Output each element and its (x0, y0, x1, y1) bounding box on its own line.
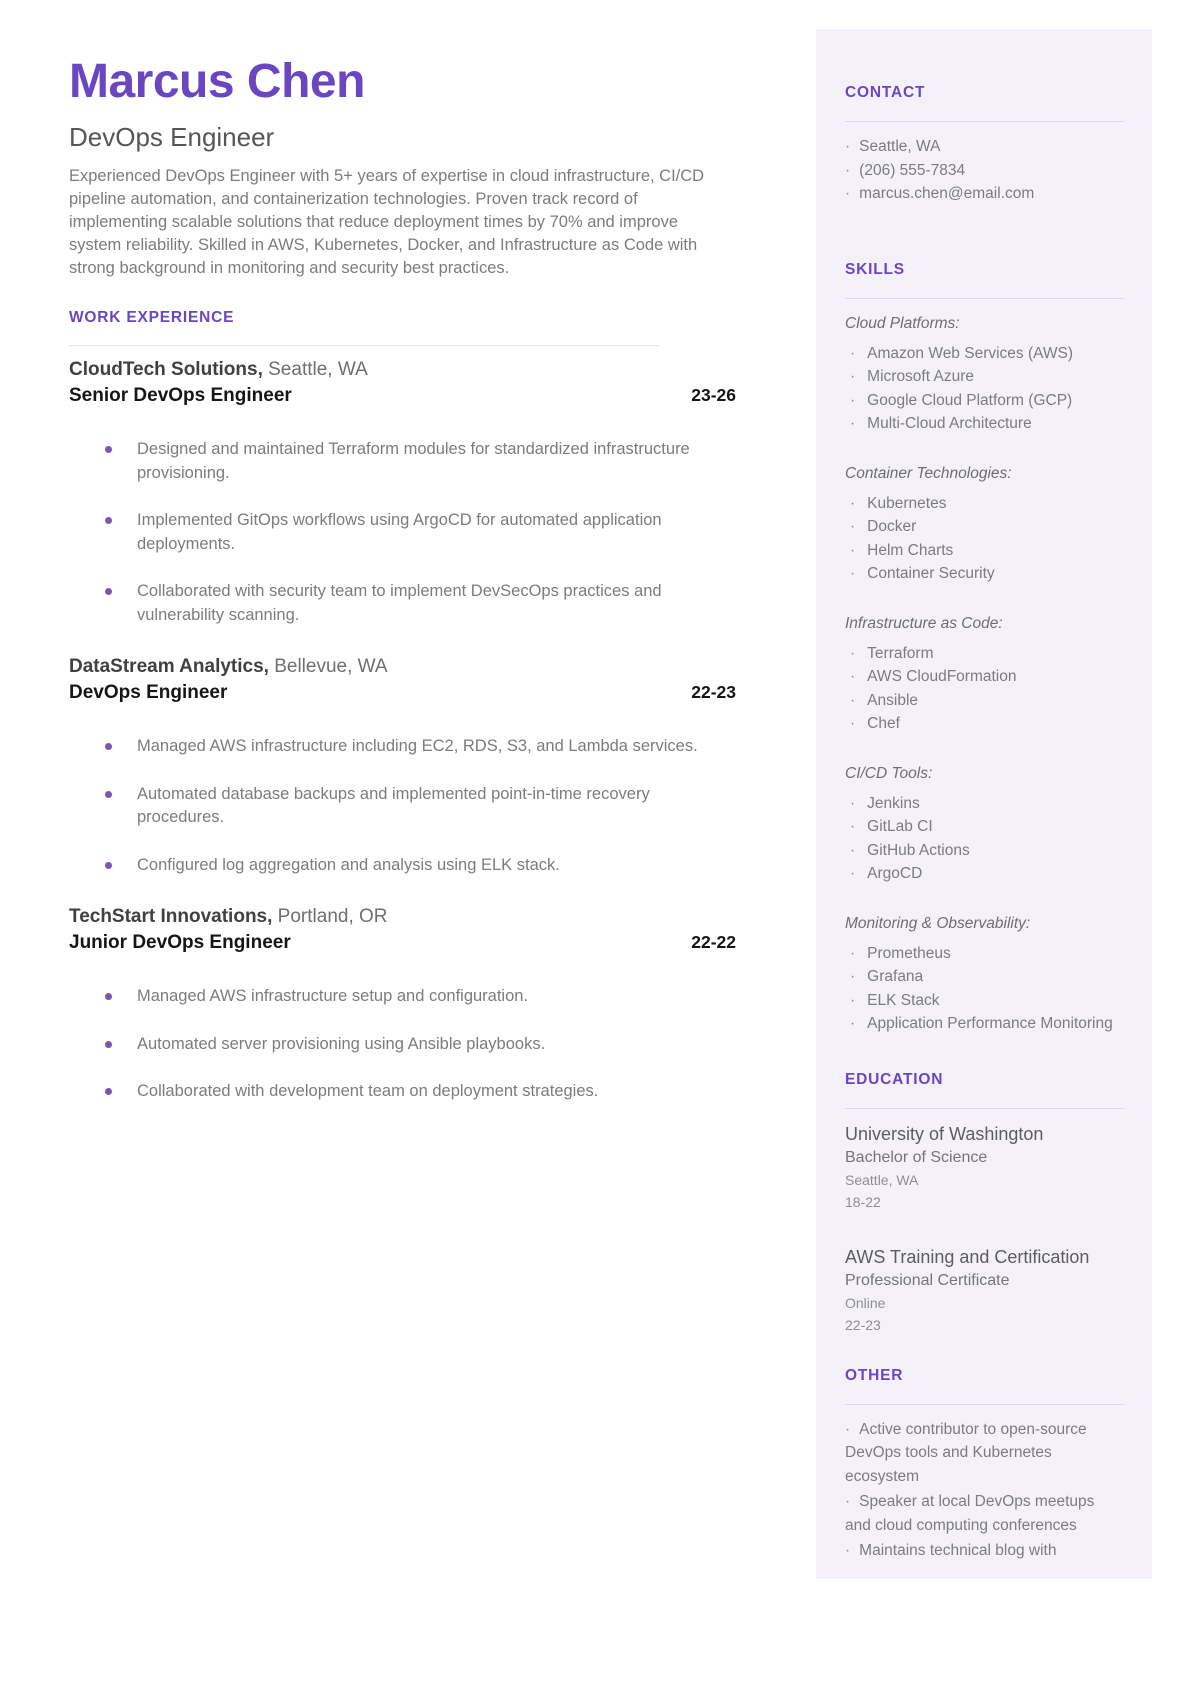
skills-groups (845, 312, 1124, 1036)
section-divider (845, 1108, 1124, 1109)
bullet-icon: · (850, 415, 856, 432)
company-location: Bellevue, WA (268, 656, 388, 677)
list-item: · Ansible (850, 691, 919, 709)
company-location: Portland, OR (272, 906, 388, 927)
list-item: · Container Security (850, 565, 995, 582)
other-list (845, 1418, 1124, 1563)
other-heading: OTHER (845, 1366, 904, 1384)
list-item: · Prometheus (850, 944, 951, 962)
bullet-icon: · (850, 518, 856, 535)
education-dates: 18-22 (845, 1193, 881, 1210)
job-list (69, 358, 736, 1104)
bullet-icon: · (850, 865, 856, 882)
job-dates: 23-26 (691, 385, 736, 405)
education-section (845, 1070, 1124, 1336)
company-name: DataStream Analytics, (69, 656, 269, 677)
bullet-icon: · (850, 944, 856, 962)
professional-title: DevOps Engineer (69, 122, 275, 152)
job-title: Junior DevOps Engineer (69, 932, 291, 953)
job-title-row (69, 681, 736, 704)
job-bullet: Collaborated with development team on deployment strategies. (69, 1080, 736, 1104)
contact-section (845, 83, 1124, 206)
skill-items (845, 492, 1124, 586)
sidebar-panel (816, 29, 1152, 1579)
list-item: · Microsoft Azure (850, 368, 974, 385)
list-item: · Multi-Cloud Architecture (850, 415, 1032, 432)
bullet-icon: · (850, 368, 856, 385)
skill-category-label: CI/CD Tools: (845, 764, 933, 782)
skill-items (845, 642, 1124, 736)
job-company-line (69, 905, 736, 928)
list-item: · Grafana (850, 968, 924, 985)
job-bullet: Collaborated with security team to implement DevSecOps practices and vulnerability scanning. (69, 580, 736, 627)
skill-group (845, 612, 1124, 736)
skill-items (845, 942, 1124, 1036)
job-entry (69, 905, 736, 1104)
bullet-icon: · (850, 391, 856, 409)
skill-category-label: Infrastructure as Code: (845, 614, 1003, 632)
bullet-icon: · (850, 541, 856, 559)
bullet-icon: · (850, 1015, 856, 1032)
school-name: AWS Training and Certification (845, 1246, 1090, 1267)
job-title: Senior DevOps Engineer (69, 385, 292, 406)
list-item: · (206) 555-7834 (845, 161, 966, 179)
bullet-icon: · (845, 1420, 851, 1438)
section-divider (69, 345, 659, 346)
job-bullet: Automated database backups and implemented point-in-time recovery procedures. (69, 783, 736, 830)
section-divider (845, 1404, 1124, 1405)
bullet-icon: · (850, 794, 856, 812)
skill-items (845, 792, 1124, 886)
list-item: · Active contributor to open-source DevOps tools and Kubernetes ecosystem (845, 1420, 1087, 1485)
bullet-icon: · (850, 818, 856, 835)
list-item: · Kubernetes (850, 494, 947, 512)
contact-list (845, 135, 1124, 206)
job-title-row (69, 931, 736, 954)
bullet-icon: · (845, 138, 851, 155)
education-entry (845, 1245, 1124, 1336)
summary-paragraph: Experienced DevOps Engineer with 5+ years of expertise in cloud infrastructure, CI/CD pipeline automation, and containerization technologies. Proven track record of implementing scalable solutions that reduce deployment times by 70% and improve system reliability. Skilled in AWS, Kubernetes, Docker, and Infrastructure as Code with strong background in monitoring and security best practices. (69, 167, 705, 277)
job-title-row (69, 384, 736, 407)
bullet-icon: · (850, 841, 856, 859)
education-heading: EDUCATION (845, 1070, 944, 1088)
list-item: · Helm Charts (850, 541, 954, 559)
company-name: TechStart Innovations, (69, 906, 273, 927)
education-location: Online (845, 1294, 886, 1311)
bullet-icon: · (850, 968, 856, 985)
work-experience-heading: WORK EXPERIENCE (69, 309, 235, 326)
skill-items (845, 342, 1124, 436)
education-dates: 22-23 (845, 1316, 881, 1333)
bullet-icon: · (845, 1493, 851, 1510)
job-bullet: Automated server provisioning using Ansible playbooks. (69, 1033, 736, 1057)
list-item: · Docker (850, 518, 917, 535)
job-bullet: Implemented GitOps workflows using ArgoCD for automated application deployments. (69, 509, 736, 556)
skill-category-label: Container Technologies: (845, 464, 1012, 482)
bullet-icon: · (850, 644, 856, 662)
skill-group (845, 312, 1124, 436)
contact-heading: CONTACT (845, 84, 926, 101)
list-item: · Amazon Web Services (AWS) (850, 344, 1074, 362)
list-item: · GitLab CI (850, 818, 933, 835)
job-entry (69, 358, 736, 627)
job-bullet-list (69, 735, 736, 877)
list-item: · Chef (850, 715, 900, 732)
skill-group (845, 462, 1124, 586)
school-name: University of Washington (845, 1123, 1044, 1144)
list-item: · Speaker at local DevOps meetups and cloud computing conferences (845, 1493, 1095, 1534)
section-divider (845, 121, 1124, 122)
bullet-icon: · (845, 161, 851, 179)
list-item: · Maintains technical blog with (845, 1542, 1057, 1559)
list-item: · ArgoCD (850, 865, 923, 882)
list-item: · Seattle, WA (845, 138, 941, 155)
list-item: · AWS CloudFormation (850, 668, 1017, 685)
job-dates: 22-22 (691, 932, 736, 952)
list-item: · Jenkins (850, 794, 920, 812)
skills-section (845, 260, 1124, 1036)
bullet-icon: · (850, 668, 856, 685)
list-item: · marcus.chen@email.com (845, 185, 1035, 202)
bullet-icon: · (845, 185, 851, 202)
other-section (845, 1366, 1124, 1563)
job-bullet: Managed AWS infrastructure setup and configuration. (69, 985, 736, 1009)
section-divider (845, 298, 1124, 299)
degree-name: Bachelor of Science (845, 1148, 988, 1166)
education-entry (845, 1122, 1124, 1213)
education-location: Seattle, WA (845, 1171, 919, 1188)
job-bullet: Designed and maintained Terraform modules for standardized infrastructure provisioning. (69, 438, 736, 485)
main-column (69, 55, 736, 1132)
bullet-icon: · (850, 715, 856, 732)
page-title: Marcus Chen (69, 55, 365, 108)
bullet-icon: · (850, 344, 856, 362)
job-company-line (69, 358, 736, 381)
skill-category-label: Monitoring & Observability: (845, 914, 1031, 932)
list-item: · Google Cloud Platform (GCP) (850, 391, 1073, 409)
skill-group (845, 762, 1124, 886)
bullet-icon: · (850, 565, 856, 582)
bullet-icon: · (845, 1542, 851, 1559)
company-location: Seattle, WA (262, 359, 368, 380)
job-dates: 22-23 (691, 682, 736, 702)
company-name: CloudTech Solutions, (69, 359, 263, 380)
job-entry (69, 655, 736, 877)
job-company-line (69, 655, 736, 678)
bullet-icon: · (850, 991, 856, 1009)
list-item: · Terraform (850, 644, 934, 662)
education-entries (845, 1122, 1124, 1336)
job-bullet-list (69, 985, 736, 1104)
job-bullet: Configured log aggregation and analysis using ELK stack. (69, 854, 736, 878)
skill-group (845, 912, 1124, 1036)
bullet-icon: · (850, 691, 856, 709)
skills-heading: SKILLS (845, 260, 905, 278)
job-title: DevOps Engineer (69, 682, 228, 703)
list-item: · GitHub Actions (850, 841, 970, 859)
list-item: · Application Performance Monitoring (850, 1015, 1113, 1032)
bullet-icon: · (850, 494, 856, 512)
job-bullet-list (69, 438, 736, 627)
degree-name: Professional Certificate (845, 1271, 1010, 1289)
skill-category-label: Cloud Platforms: (845, 314, 960, 332)
list-item: · ELK Stack (850, 991, 940, 1009)
job-bullet: Managed AWS infrastructure including EC2, RDS, S3, and Lambda services. (69, 735, 736, 759)
